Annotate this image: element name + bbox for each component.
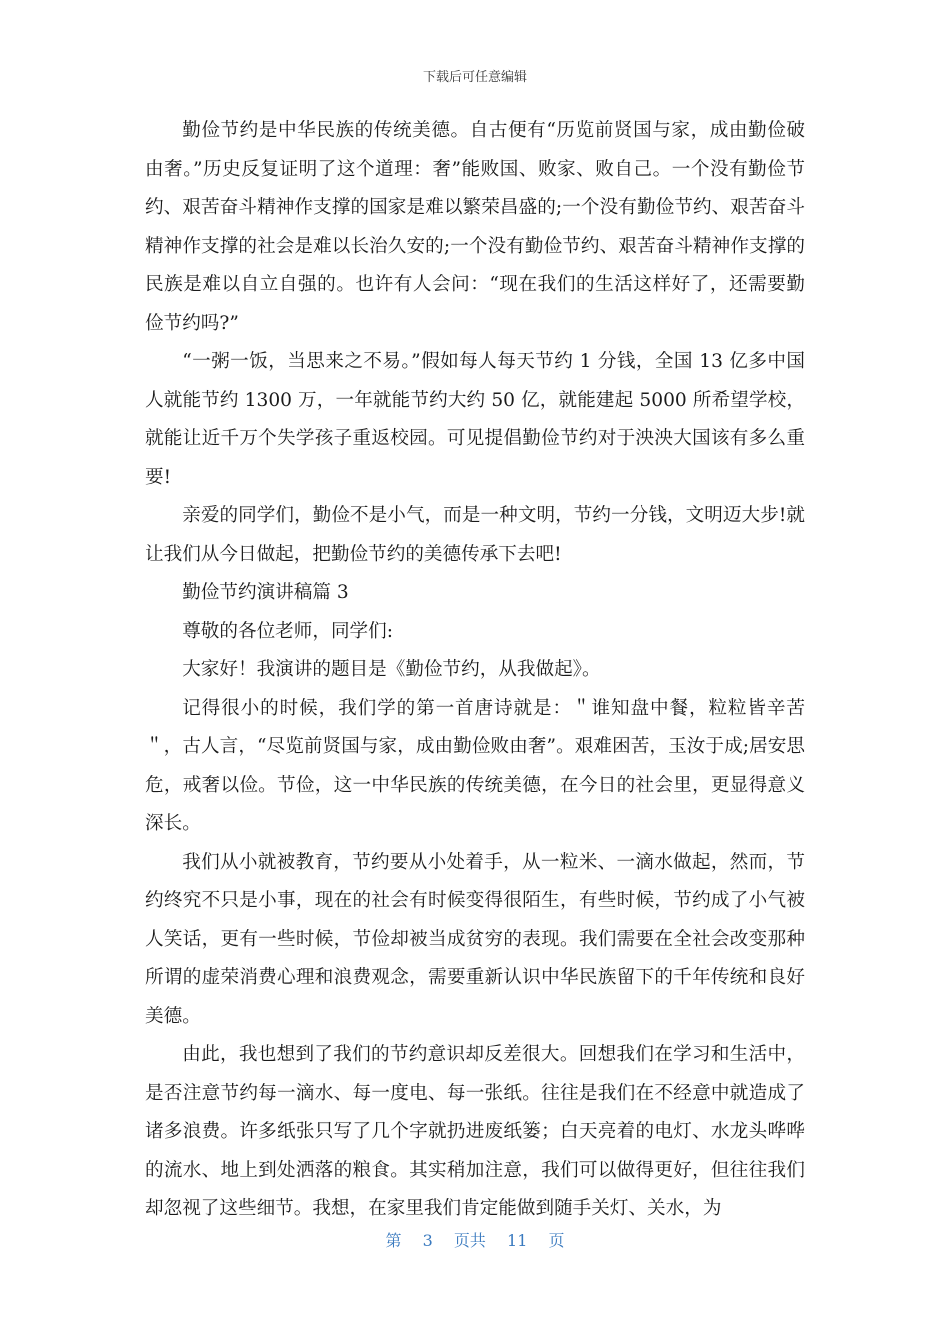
footer-suffix: 页 [548, 1231, 565, 1250]
paragraph: 记得很小的时候，我们学的第一首唐诗就是：＂谁知盘中餐，粒粒皆辛苦＂，古人言，“尽览前贤国与家，成由勤俭败由奢”。艰难困苦，玉汝于成;居安思危，戒奢以俭。节俭，这一中华民族的传统美德，在今日的社会里，更显得意义深长。 [145, 697, 805, 834]
section-title: 勤俭节约演讲稿篇 3 [182, 582, 349, 603]
salutation: 尊敬的各位老师，同学们: [182, 620, 393, 642]
paragraph: 亲爱的同学们，勤俭不是小气，而是一种文明，节约一分钱，文明迈大步!就让我们从今日做起，把勤俭节约的美德传承下去吧! [145, 505, 805, 565]
document-body [145, 112, 805, 1229]
total-pages: 11 [507, 1231, 528, 1250]
page-header: 下载后可任意编辑 [422, 70, 527, 85]
footer-prefix: 第 [385, 1231, 402, 1250]
paragraph: “一粥一饭，当思来之不易。”假如每人每天节约 1 分钱，全国 13 亿多中国人就能节约 1300 万，一年就能节约大约 50 亿，就能建起 5000 所希望学校，就能让近千万个失学孩子重返校园。可见提倡勤俭节约对于泱泱大国该有多么重要! [145, 351, 805, 488]
paragraph: 勤俭节约是中华民族的传统美德。自古便有“历览前贤国与家，成由勤俭破由奢。”历史反复证明了这个道理：奢”能败国、败家、败自己。一个没有勤俭节约、艰苦奋斗精神作支撑的国家是难以繁荣昌盛的;一个没有勤俭节约、艰苦奋斗精神作支撑的社会是难以长治久安的;一个没有勤俭节约、艰苦奋斗精神作支撑的民族是难以自立自强的。也许有人会问：“现在我们的生活这样好了，还需要勤俭节约吗?” [145, 120, 805, 334]
current-page-number: 3 [422, 1231, 433, 1250]
footer-middle: 页共 [453, 1231, 486, 1250]
paragraph: 我们从小就被教育，节约要从小处着手，从一粒米、一滴水做起，然而，节约终究不只是小事，现在的社会有时候变得很陌生，有些时候，节约成了小气被人笑话，更有一些时候，节俭却被当成贫穷的表现。我们需要在全社会改变那种所谓的虚荣消费心理和浪费观念，需要重新认识中华民族留下的千年传统和良好美德。 [145, 851, 805, 1027]
paragraph: 大家好！我演讲的题目是《勤俭节约，从我做起》。 [182, 659, 601, 680]
page-footer [0, 1228, 950, 1251]
paragraph: 由此，我也想到了我们的节约意识却反差很大。回想我们在学习和生活中，是否注意节约每一滴水、每一度电、每一张纸。往往是我们在不经意中就造成了诸多浪费。许多纸张只写了几个字就扔进废纸篓；白天亮着的电灯、水龙头哗哗的流水、地上到处洒落的粮食。其实稍加注意，我们可以做得更好，但往往我们却忽视了这些细节。我想，在家里我们肯定能做到随手关灯、关水，为 [145, 1044, 805, 1219]
